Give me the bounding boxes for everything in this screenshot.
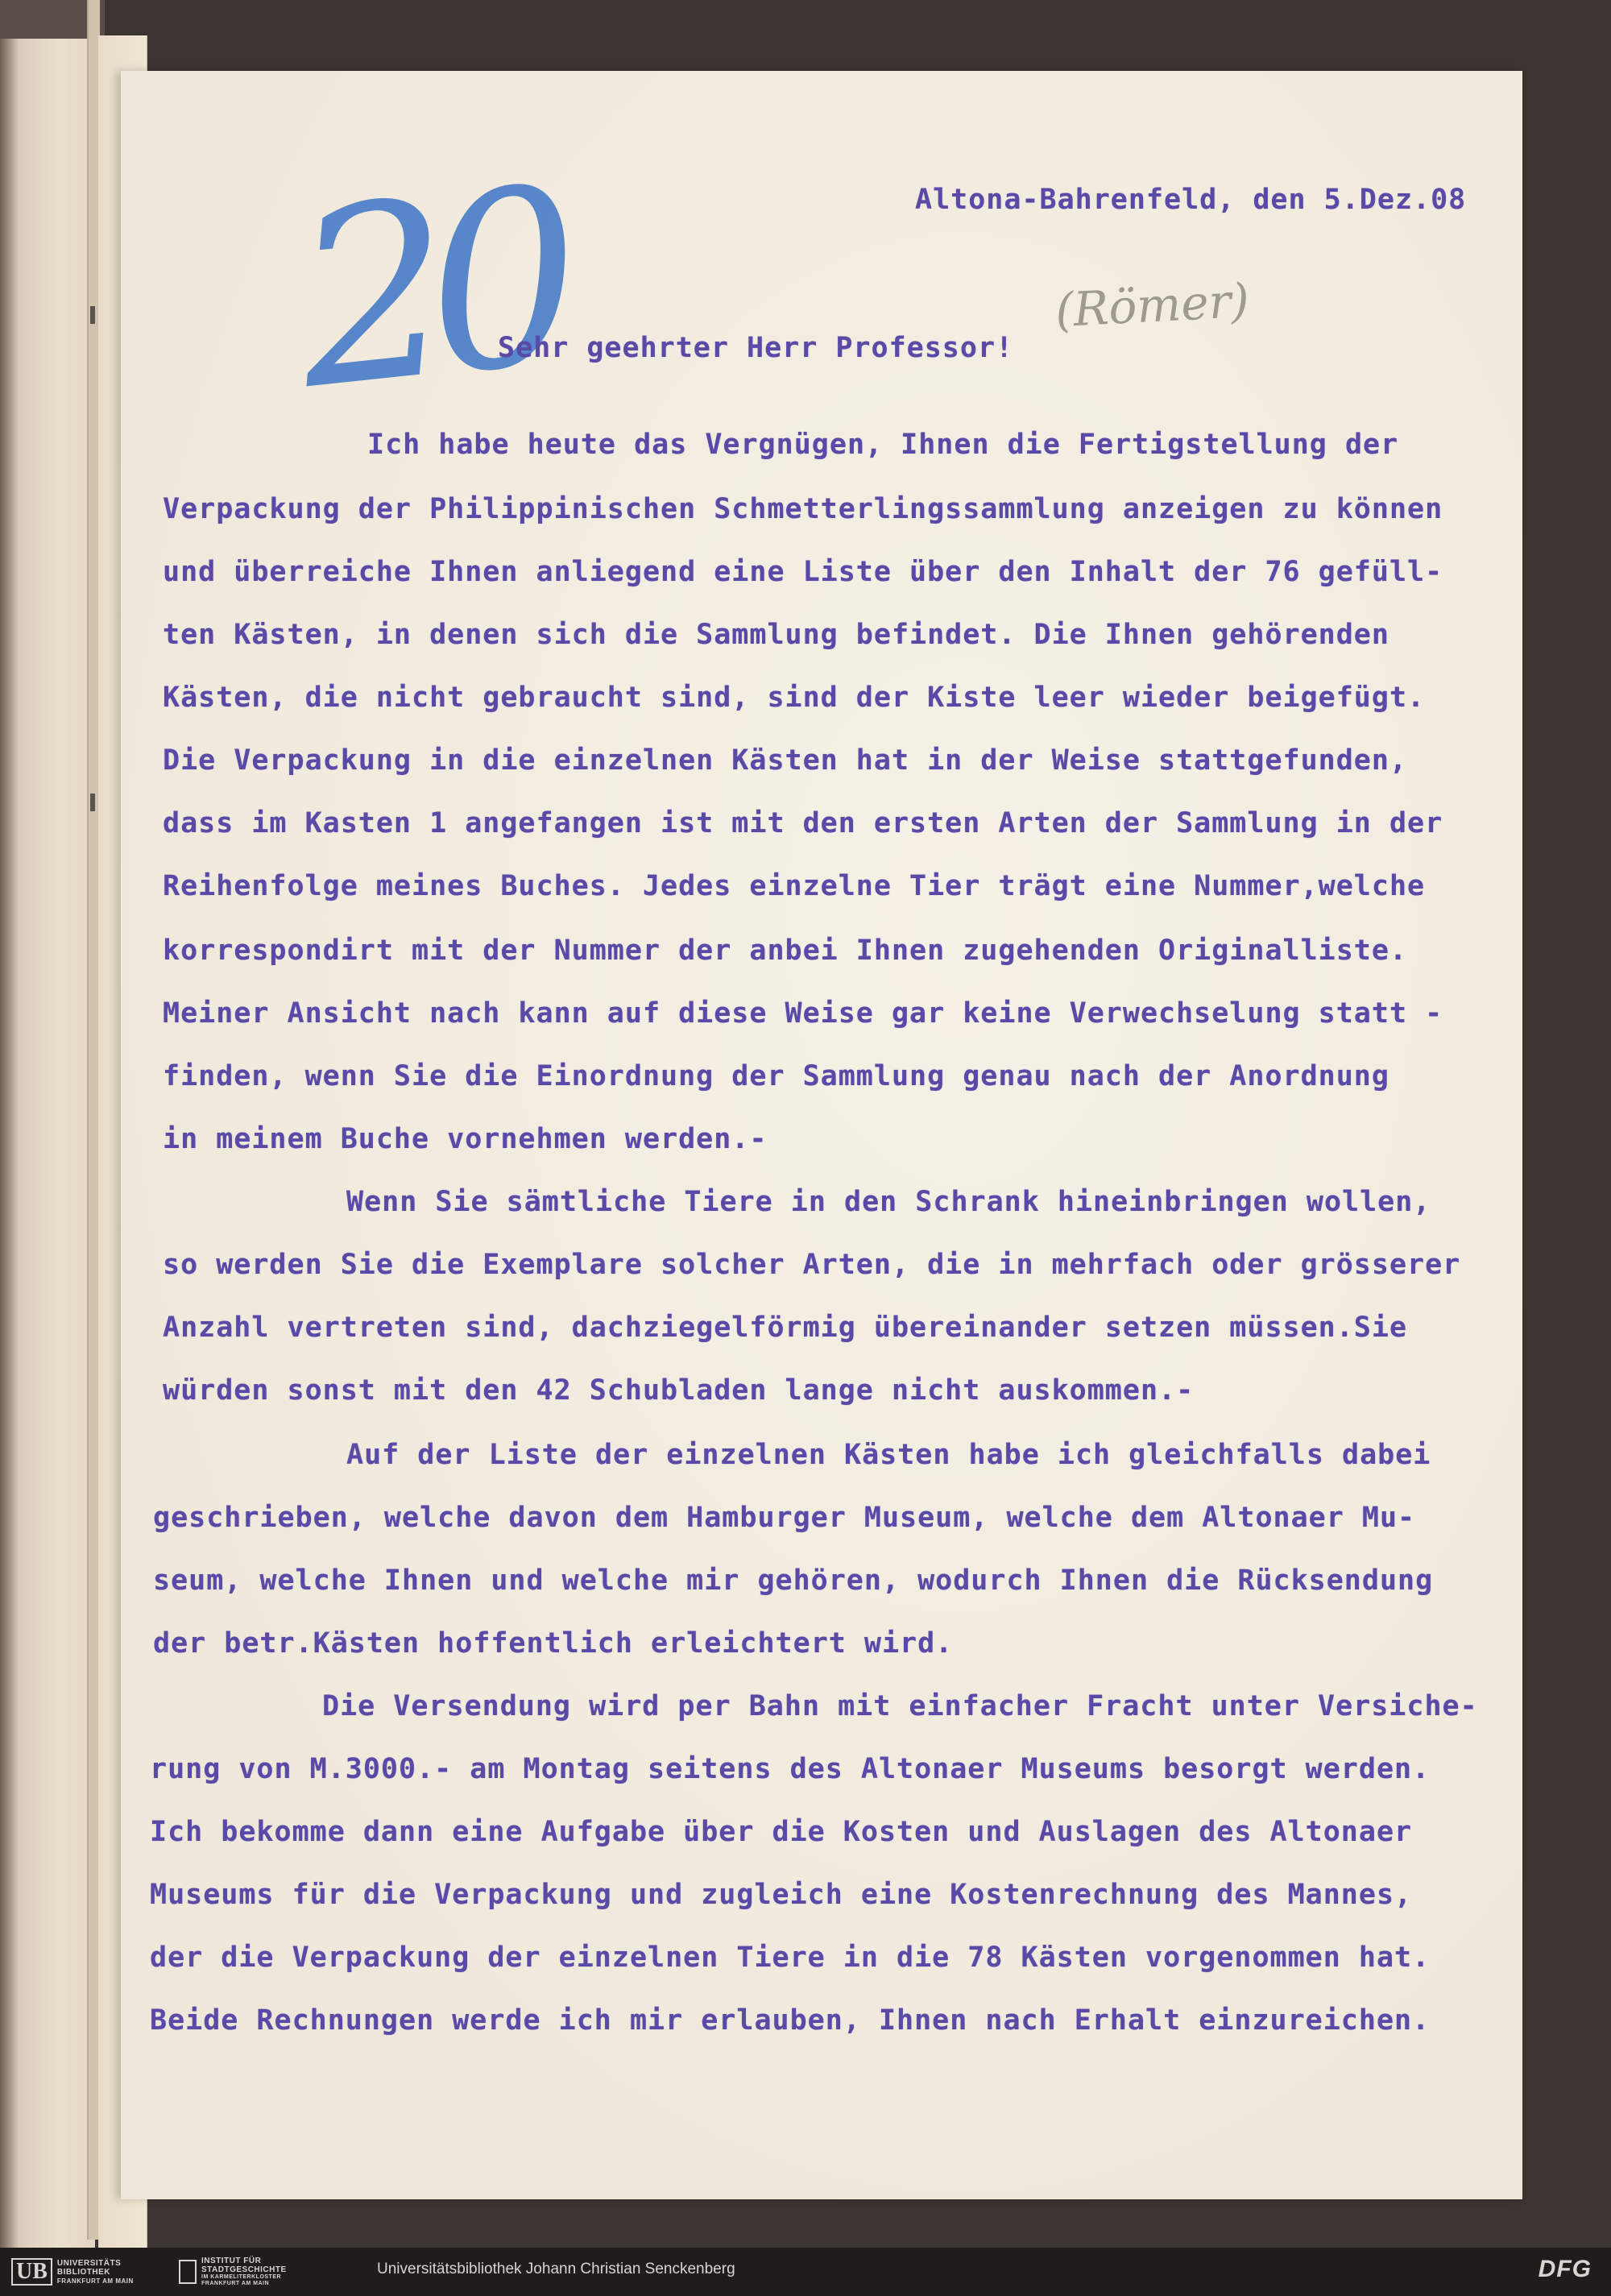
ub-logo bbox=[11, 2257, 134, 2286]
institute-name-line: IM KARMELITERKLOSTER bbox=[201, 2274, 282, 2280]
body-line: Ich bekomme dann eine Aufgabe über die Kosten und Auslagen des Altonaer bbox=[150, 1816, 1413, 1848]
handwritten-folio-number: 20 bbox=[284, 136, 572, 443]
ub-name bbox=[57, 2259, 134, 2286]
body-line: geschrieben, welche davon dem Hamburger Museum, welche dem Altonaer Mu- bbox=[153, 1502, 1416, 1534]
body-line: seum, welche Ihnen und welche mir gehören, wodurch Ihnen die Rücksendung bbox=[153, 1565, 1434, 1597]
library-name: Universitätsbibliothek Johann Christian Senckenberg bbox=[377, 2261, 735, 2277]
body-line: in meinem Buche vornehmen werden.- bbox=[163, 1123, 768, 1155]
body-line: so werden Sie die Exemplare solcher Arten, die in mehrfach oder grösserer bbox=[163, 1249, 1461, 1281]
binding-clip-mark bbox=[90, 794, 95, 811]
body-line: finden, wenn Sie die Einordnung der Sammlung genau nach der Anordnung bbox=[163, 1060, 1389, 1092]
body-line: Die Versendung wird per Bahn mit einfacher Fracht unter Versiche- bbox=[322, 1690, 1478, 1722]
body-line: Anzahl vertreten sind, dachziegelförmig übereinander setzen müssen.Sie bbox=[163, 1312, 1408, 1344]
date-line: Altona-Bahrenfeld, den 5.Dez.08 bbox=[915, 184, 1467, 216]
ub-name-line: BIBLIOTHEK bbox=[56, 2267, 111, 2277]
body-line: würden sonst mit den 42 Schubladen lange nicht auskommen.- bbox=[163, 1374, 1195, 1407]
body-line: dass im Kasten 1 angefangen ist mit den ersten Arten der Sammlung in der bbox=[163, 807, 1443, 839]
dfg-logo: DFG bbox=[1538, 2256, 1592, 2282]
body-line: rung von M.3000.- am Montag seitens des Altonaer Museums besorgt werden. bbox=[150, 1753, 1431, 1785]
institute-emblem-icon bbox=[179, 2260, 197, 2284]
body-line: Auf der Liste der einzelnen Kästen habe ich gleichfalls dabei bbox=[346, 1439, 1431, 1471]
institute-name-line: FRANKFURT AM MAIN bbox=[201, 2281, 270, 2286]
body-line: Reihenfolge meines Buches. Jedes einzelne Tier trägt eine Nummer,welche bbox=[163, 870, 1426, 902]
ub-name-line: UNIVERSITÄTS bbox=[56, 2258, 122, 2268]
body-line: ten Kästen, in denen sich die Sammlung befindet. Die Ihnen gehörenden bbox=[163, 619, 1389, 651]
salutation: Sehr geehrter Herr Professor! bbox=[498, 332, 1014, 364]
pencil-annotation: (Römer) bbox=[1054, 272, 1251, 338]
institute-name bbox=[201, 2257, 287, 2287]
body-line: der betr.Kästen hoffentlich erleichtert wird. bbox=[153, 1627, 954, 1660]
institute-logo bbox=[179, 2257, 287, 2286]
ub-name-line: FRANKFURT AM MAIN bbox=[56, 2277, 134, 2285]
body-line: Wenn Sie sämtliche Tiere in den Schrank hineinbringen wollen, bbox=[346, 1186, 1431, 1218]
book-binding bbox=[0, 0, 95, 2248]
institute-name-line: INSTITUT FÜR bbox=[201, 2257, 262, 2265]
body-line: Museums für die Verpackung und zugleich eine Kostenrechnung des Mannes, bbox=[150, 1879, 1413, 1911]
body-line: Verpackung der Philippinischen Schmetterlingssammlung anzeigen zu können bbox=[163, 493, 1443, 525]
binding-clip-mark bbox=[90, 306, 95, 324]
body-line: Ich habe heute das Vergnügen, Ihnen die Fertigstellung der bbox=[367, 429, 1399, 461]
body-line: Kästen, die nicht gebraucht sind, sind der Kiste leer wieder beigefügt. bbox=[163, 682, 1426, 714]
body-line: korrespondirt mit der Nummer der anbei Ihnen zugehenden Originalliste. bbox=[163, 935, 1408, 967]
body-line: der die Verpackung der einzelnen Tiere in die 78 Kästen vorgenommen hat. bbox=[150, 1942, 1431, 1974]
institute-name-line: STADTGESCHICHTE bbox=[201, 2265, 287, 2274]
body-line: Meiner Ansicht nach kann auf diese Weise gar keine Verwechselung statt - bbox=[163, 997, 1443, 1030]
body-line: und überreiche Ihnen anliegend eine Liste über den Inhalt der 76 gefüll- bbox=[163, 556, 1443, 588]
body-line: Beide Rechnungen werde ich mir erlauben, Ihnen nach Erhalt einzureichen. bbox=[150, 2004, 1431, 2037]
ub-badge: UB bbox=[11, 2258, 52, 2286]
body-line: Die Verpackung in die einzelnen Kästen hat in der Weise stattgefunden, bbox=[163, 744, 1408, 777]
